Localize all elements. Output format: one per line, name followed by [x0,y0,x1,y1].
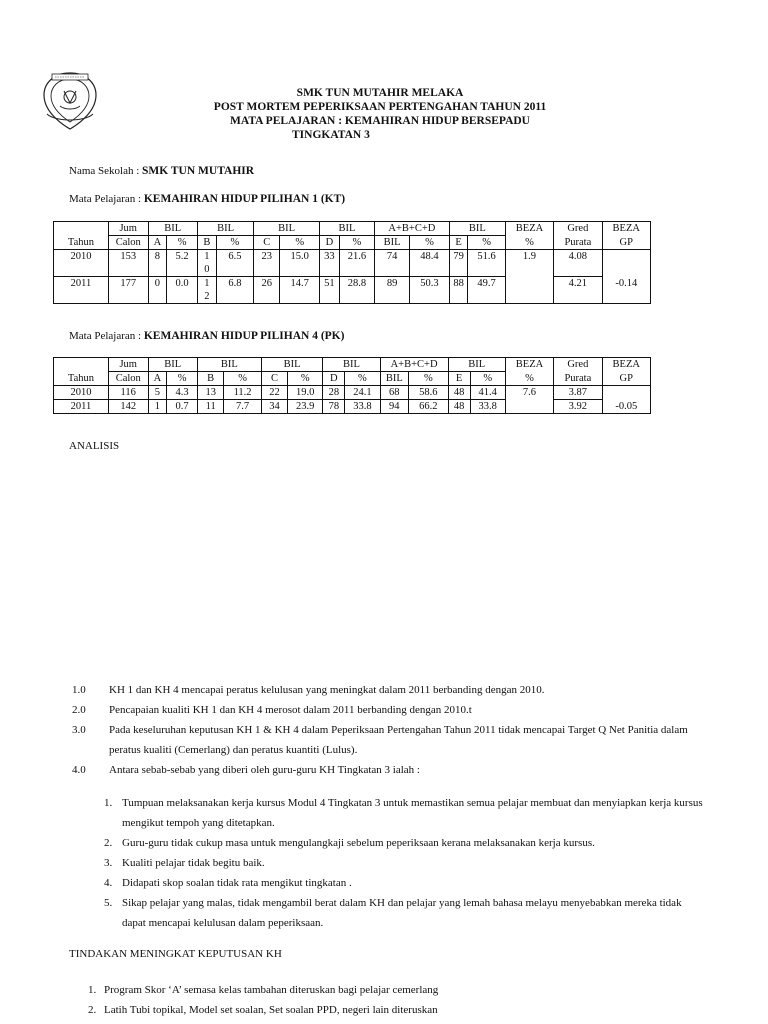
header-cell: BIL [261,358,323,372]
cell-abcd-pct: 48.4 [410,250,450,277]
header-cell: BIL [198,222,254,236]
document-header [160,86,600,142]
cell-a: 5 [148,386,167,400]
header-cell: Tahun [54,372,109,386]
cell-c-pct: 19.0 [288,386,323,400]
cell-b-pct: 11.2 [224,386,261,400]
list-number: 4. [104,877,113,889]
header-cell: % [280,236,320,250]
list-number: 1. [104,797,113,809]
header-cell: % [345,372,380,386]
cell-a: 8 [148,250,167,277]
list-text: Guru-guru tidak cukup masa untuk mengulangkaji sebelum peperiksaan kerana melaksanakan kerja kursus. [122,837,595,849]
list-number: 5. [104,897,113,909]
cell-c-pct: 14.7 [280,277,320,304]
cell-e-pct: 33.8 [470,400,505,414]
header-cell: A [148,372,167,386]
cell-b: 13 [198,386,224,400]
list-text: Pencapaian kualiti KH 1 dan KH 4 merosot dalam 2011 berbanding dengan 2010.t [109,704,472,716]
school-name-line [69,165,254,177]
header-cell: BIL [320,222,375,236]
header-cell: BEZA [602,222,650,236]
list-text: Kualiti pelajar tidak begitu baik. [122,857,265,869]
cell-beza-gp [602,250,650,277]
header-cell: Calon [108,236,148,250]
cell-calon: 177 [108,277,148,304]
header-cell: A+B+C+D [380,358,448,372]
header-cell: % [288,372,323,386]
school-name-value: SMK TUN MUTAHIR [142,165,255,177]
header-cell: % [224,372,261,386]
cell-abcd: 68 [380,386,409,400]
cell-abcd-pct: 50.3 [410,277,450,304]
cell-c-pct: 23.9 [288,400,323,414]
cell-e: 48 [448,386,470,400]
header-cell: % [167,372,198,386]
header-cell: BIL [449,222,505,236]
table-row [54,250,651,277]
cell-b: 1 0 [198,250,217,277]
cell-gred: 4.08 [554,250,602,277]
cell-gred: 3.87 [554,386,602,400]
cell-c: 22 [261,386,287,400]
cell-e: 88 [449,277,468,304]
cell-e-pct: 51.6 [468,250,505,277]
header-cell: % [470,372,505,386]
header-cell [54,222,109,236]
header-cell: Tahun [54,236,109,250]
cell-calon: 153 [108,250,148,277]
cell-d: 78 [323,400,345,414]
cell-beza-pct: 7.6 [505,386,553,400]
cell-abcd-pct: 66.2 [409,400,449,414]
header-cell: BEZA [505,358,553,372]
header-cell: BIL [380,372,409,386]
school-name-label: Nama Sekolah : [69,165,143,177]
header-cell: Purata [554,372,602,386]
cell-d-pct: 33.8 [345,400,380,414]
header-cell: BIL [198,358,262,372]
list-item [104,853,704,873]
table-header-row [54,358,651,372]
header-cell: Gred [554,222,602,236]
cell-abcd: 94 [380,400,409,414]
list-text: Pada keseluruhan keputusan KH 1 & KH 4 dalam Peperiksaan Pertengahan Tahun 2011 tidak mencapai Target Q Net Panitia dalam peratus kualiti (Cemerlang) dan peratus kuantiti (Lulus). [109,724,688,756]
header-cell: BIL [375,236,410,250]
cell-d-pct: 28.8 [339,277,374,304]
cell-b-pct: 6.8 [216,277,253,304]
list-number: 2.0 [72,704,86,716]
cell-abcd: 74 [375,250,410,277]
cell-a-pct: 0.7 [167,400,198,414]
list-number: 3.0 [72,724,86,736]
cell-d: 28 [323,386,345,400]
subject2-label: Mata Pelajaran : [69,330,144,342]
list-number: 1. [88,984,97,996]
list-text: Latih Tubi topikal, Model set soalan, Set soalan PPD, negeri lain diteruskan [104,1004,438,1016]
list-number: 2. [104,837,113,849]
cell-beza-gp: -0.14 [602,277,650,304]
list-item [88,980,688,1000]
list-item [72,700,712,720]
table-row [54,277,651,304]
header-cell: C [254,236,280,250]
school-crest-logo [40,70,100,132]
cell-beza-pct [505,400,553,414]
header-cell: BIL [448,358,505,372]
cell-beza-pct: 1.9 [505,250,553,277]
header-cell: Jum [108,222,148,236]
header-cell: BEZA [505,222,553,236]
list-text: Tumpuan melaksanakan kerja kursus Modul 4 Tingkatan 3 untuk memastikan semua pelajar membuat dan menyiapkan kerja kursus mengikut tempoh yang ditetapkan. [122,797,703,829]
header-cell: C [261,372,287,386]
analysis-points [72,680,712,780]
header-cell: % [167,236,198,250]
results-table-pk [53,357,651,414]
cell-e: 79 [449,250,468,277]
header-cell: D [323,372,345,386]
cell-e-pct: 49.7 [468,277,505,304]
reasons-list [104,793,704,933]
subject1-line [69,193,345,205]
list-item [104,793,704,833]
cell-a-pct: 5.2 [167,250,198,277]
list-number: 4.0 [72,764,86,776]
cell-calon: 116 [108,386,148,400]
header-cell: BEZA [602,358,650,372]
header-cell: E [448,372,470,386]
header-cell: BIL [323,358,380,372]
header-cell: % [410,236,450,250]
cell-calon: 142 [108,400,148,414]
header-cell: Gred [554,358,602,372]
table-row [54,386,651,400]
header-cell: A [148,236,167,250]
cell-abcd: 89 [375,277,410,304]
header-exam-title: POST MORTEM PEPERIKSAAN PERTENGAHAN TAHUN 2011 [213,101,547,113]
cell-c: 23 [254,250,280,277]
list-item [104,893,704,933]
header-form-level: TINGKATAN 3 [292,129,370,141]
cell-abcd-pct: 58.6 [409,386,449,400]
table-header-row [54,222,651,236]
header-cell: % [339,236,374,250]
header-cell: % [409,372,449,386]
cell-c: 26 [254,277,280,304]
header-cell: % [505,372,553,386]
actions-list [88,980,688,1020]
results-table-kt [53,221,651,304]
analysis-heading: ANALISIS [69,440,120,452]
cell-b: 1 2 [198,277,217,304]
list-item [104,873,704,893]
actions-heading: TINDAKAN MENINGKAT KEPUTUSAN KH [69,948,282,960]
header-cell: Purata [554,236,602,250]
header-cell: A+B+C+D [375,222,450,236]
list-number: 1.0 [72,684,86,696]
cell-beza-gp: -0.05 [602,400,650,414]
list-item [72,720,712,760]
table-row [54,400,651,414]
cell-d-pct: 24.1 [345,386,380,400]
cell-d: 51 [320,277,340,304]
cell-gred: 3.92 [554,400,602,414]
cell-c-pct: 15.0 [280,250,320,277]
list-text: Sikap pelajar yang malas, tidak mengambil berat dalam KH dan pelajar yang lemah bahasa melayu menyebabkan mereka tidak dapat mencapai kelulusan dalam peperiksaan. [122,897,682,929]
cell-tahun: 2011 [54,400,109,414]
cell-tahun: 2010 [54,386,109,400]
cell-beza-gp [602,386,650,400]
header-school-name: SMK TUN MUTAHIR MELAKA [296,87,464,99]
cell-gred: 4.21 [554,277,602,304]
list-item [72,760,712,780]
header-cell: B [198,236,217,250]
list-text: Antara sebab-sebab yang diberi oleh guru-guru KH Tingkatan 3 ialah : [109,764,420,776]
cell-e-pct: 41.4 [470,386,505,400]
header-cell: GP [602,236,650,250]
header-cell: % [216,236,253,250]
cell-c: 34 [261,400,287,414]
cell-e: 48 [448,400,470,414]
cell-tahun: 2010 [54,250,109,277]
cell-b-pct: 7.7 [224,400,261,414]
header-cell: E [449,236,468,250]
cell-d-pct: 21.6 [339,250,374,277]
subject2-value: KEMAHIRAN HIDUP PILIHAN 4 (PK) [143,330,345,342]
header-cell: Jum [108,358,148,372]
header-cell: BIL [148,358,197,372]
header-cell: GP [602,372,650,386]
table-subheader-row [54,236,651,250]
cell-a: 1 [148,400,167,414]
header-cell: BIL [254,222,320,236]
list-number: 2. [88,1004,97,1016]
cell-beza-pct [505,277,553,304]
list-number: 3. [104,857,113,869]
list-item [88,1000,688,1020]
cell-a-pct: 0.0 [167,277,198,304]
list-item [72,680,712,700]
header-cell: D [320,236,340,250]
table-subheader-row [54,372,651,386]
list-text: Program Skor ‘A’ semasa kelas tambahan diteruskan bagi pelajar cemerlang [104,984,439,996]
subject1-label: Mata Pelajaran : [69,193,144,205]
header-cell: % [505,236,553,250]
subject2-line [69,330,344,342]
list-item [104,833,704,853]
header-cell: Calon [108,372,148,386]
header-cell [54,358,109,372]
header-subject: MATA PELAJARAN : KEMAHIRAN HIDUP BERSEPADU [230,115,530,127]
cell-a: 0 [148,277,167,304]
header-cell: B [198,372,224,386]
cell-b: 11 [198,400,224,414]
header-cell: BIL [148,222,197,236]
cell-d: 33 [320,250,340,277]
cell-tahun: 2011 [54,277,109,304]
header-cell: % [468,236,505,250]
list-text: Didapati skop soalan tidak rata mengikut tingkatan . [122,877,352,889]
list-text: KH 1 dan KH 4 mencapai peratus kelulusan yang meningkat dalam 2011 berbanding dengan 2010. [109,684,545,696]
cell-b-pct: 6.5 [216,250,253,277]
subject1-value: KEMAHIRAN HIDUP PILIHAN 1 (KT) [143,193,346,205]
cell-a-pct: 4.3 [167,386,198,400]
